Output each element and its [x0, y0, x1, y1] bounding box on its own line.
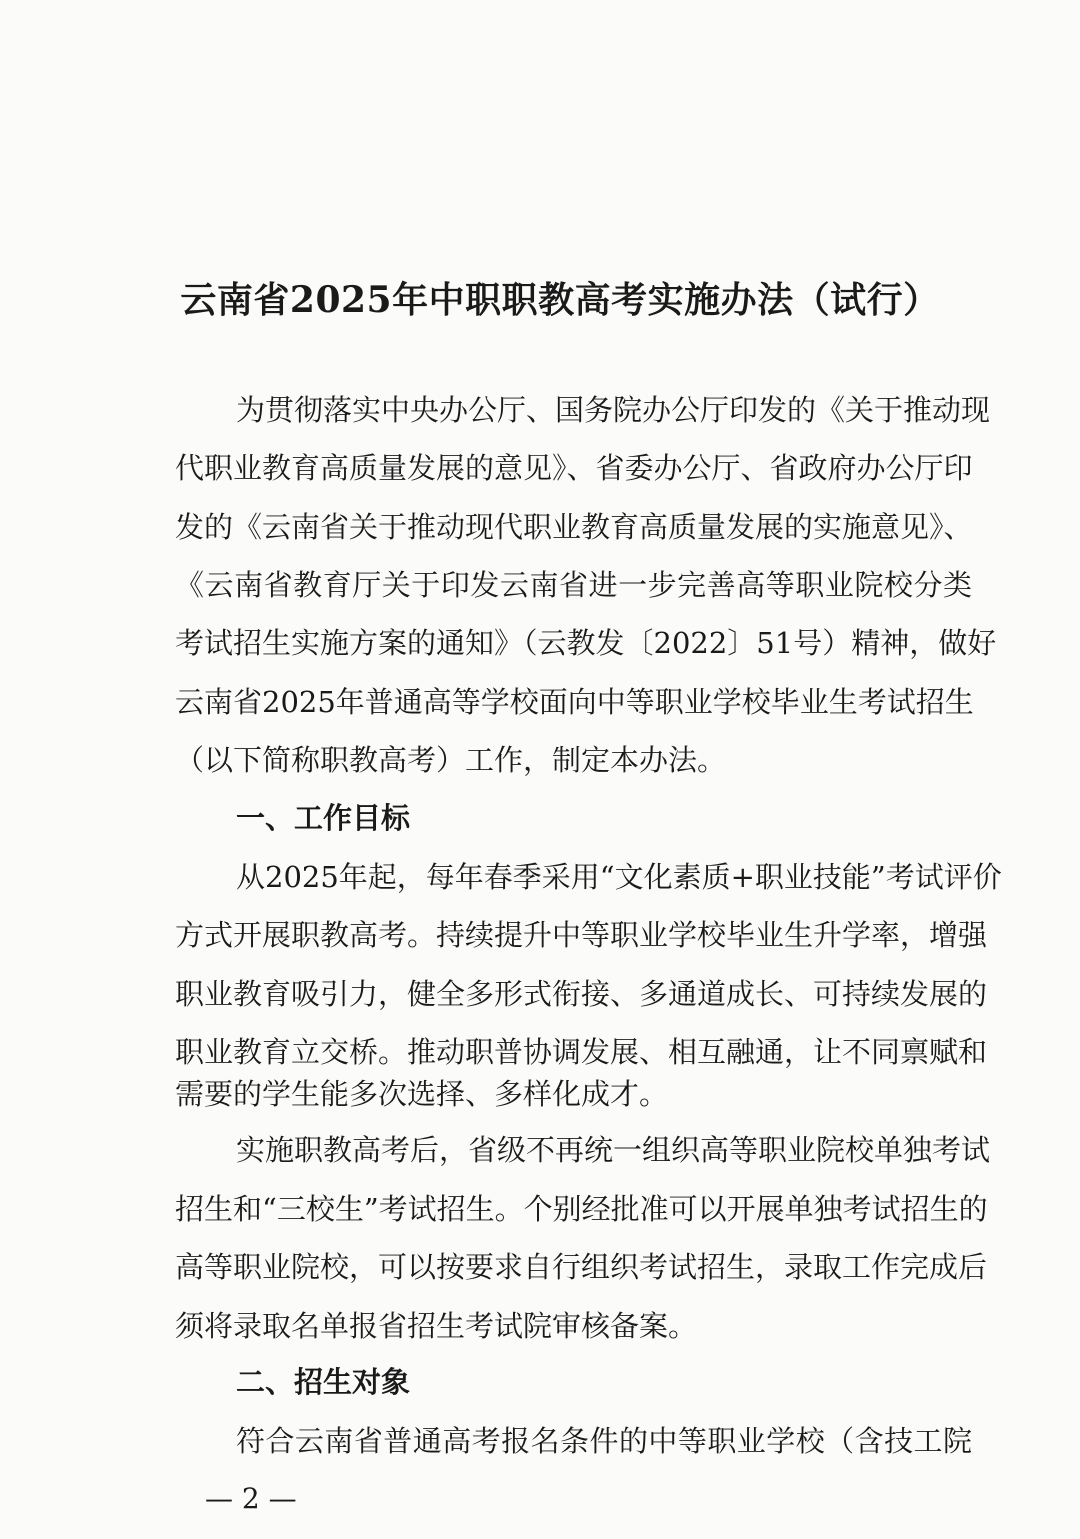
text-line: 职业教育立交桥。推动职普协调发展、相互融通，让不同禀赋和	[175, 1035, 988, 1069]
text-line: 须将录取名单报省招生考试院审核备案。	[175, 1309, 698, 1343]
text-line: 需要的学生能多次选择、多样化成才。	[175, 1077, 669, 1111]
text-line: 实施职教高考后，省级不再统一组织高等职业院校单独考试	[236, 1133, 991, 1167]
section-heading-targets: 二、招生对象	[236, 1365, 411, 1399]
text-line: 《云南省教育厅关于印发云南省进一步完善高等职业院校分类	[175, 568, 972, 602]
text-line: 职业教育吸引力，健全多形式衔接、多通道成长、可持续发展的	[175, 977, 988, 1011]
text-line: 发的《云南省关于推动现代职业教育高质量发展的实施意见》、	[175, 510, 973, 544]
text-line: 符合云南省普通高考报名条件的中等职业学校（含技工院	[236, 1424, 972, 1458]
text-line: 云南省2025年普通高等学校面向中等职业学校毕业生考试招生	[175, 685, 974, 719]
text-line: （以下简称职教高考）工作，制定本办法。	[175, 743, 727, 777]
text-line: 从2025年起，每年春季采用“文化素质+职业技能”考试评价	[236, 860, 1002, 894]
section-heading-goals: 一、工作目标	[236, 801, 411, 835]
text-line: 为贯彻落实中央办公厅、国务院办公厅印发的《关于推动现	[236, 393, 991, 427]
text-line: 考试招生实施方案的通知》（云教发〔2022〕51号）精神，做好	[175, 626, 997, 660]
page-number: — 2 —	[205, 1482, 297, 1515]
text-line: 方式开展职教高考。持续提升中等职业学校毕业生升学率，增强	[175, 918, 988, 952]
text-line: 招生和“三校生”考试招生。个别经批准可以开展单独考试招生的	[175, 1192, 988, 1226]
text-line: 高等职业院校，可以按要求自行组织考试招生，录取工作完成后	[175, 1250, 988, 1284]
page-title: 云南省2025年中职职教高考实施办法（试行）	[180, 279, 940, 321]
text-line: 代职业教育高质量发展的意见》、省委办公厅、省政府办公厅印	[175, 451, 973, 485]
